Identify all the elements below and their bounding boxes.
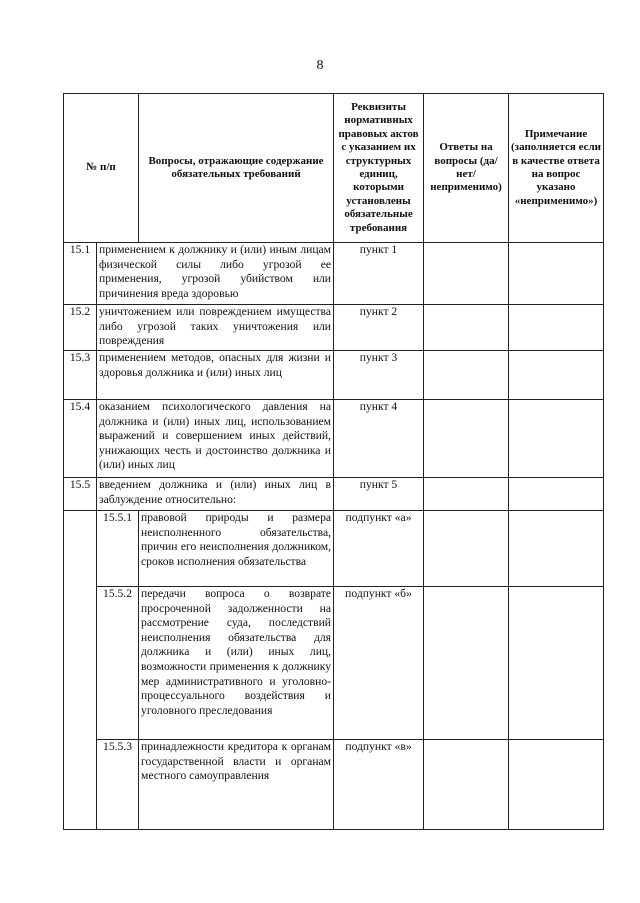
row-question: передачи вопроса о возврате просроченной задолженности на рассмотрение суда, последствий неисполнения обязательства для должника и (или) иных лиц, возможности применения к должнику мер административного и уголовно-процессуального воздействия и уголовного преследования (139, 587, 334, 740)
table-row (64, 243, 604, 305)
table-row (64, 511, 604, 587)
answer-cell[interactable] (424, 351, 509, 400)
note-cell[interactable] (509, 478, 604, 511)
header-num: № п/п (64, 94, 139, 243)
table-row (64, 351, 604, 400)
row-number: 15.5 (64, 478, 97, 511)
indent-cell (64, 511, 97, 587)
row-requisite: подпункт «а» (334, 511, 424, 587)
indent-cell (64, 740, 97, 830)
row-requisite: подпункт «б» (334, 587, 424, 740)
row-number: 15.5.2 (97, 587, 139, 740)
row-number: 15.5.3 (97, 740, 139, 830)
row-number: 15.5.1 (97, 511, 139, 587)
row-question: уничтожением или повреждением имущества либо угрозой таких уничтожения или повреждения (97, 305, 334, 351)
row-number: 15.4 (64, 400, 97, 478)
note-cell[interactable] (509, 351, 604, 400)
row-number: 15.1 (64, 243, 97, 305)
row-question: применением методов, опасных для жизни и здоровья должника и (или) иных лиц (97, 351, 334, 400)
row-requisite: пункт 5 (334, 478, 424, 511)
note-cell[interactable] (509, 305, 604, 351)
answer-cell[interactable] (424, 478, 509, 511)
row-number: 15.3 (64, 351, 97, 400)
row-number: 15.2 (64, 305, 97, 351)
requirements-table (63, 93, 604, 830)
answer-cell[interactable] (424, 740, 509, 830)
row-requisite: пункт 1 (334, 243, 424, 305)
table-row (64, 305, 604, 351)
header-note: Примечание (заполняется если в качестве ответа на вопрос указано «неприменимо») (509, 94, 604, 243)
row-question: введением должника и (или) иных лиц в заблуждение относительно: (97, 478, 334, 511)
row-question: применением к должнику и (или) иным лицам физической силы либо угрозой ее применения, угрозой убийством или причинения вреда здоровью (97, 243, 334, 305)
note-cell[interactable] (509, 511, 604, 587)
header-answers: Ответы на вопросы (да/нет/ неприменимо) (424, 94, 509, 243)
note-cell[interactable] (509, 740, 604, 830)
row-question: правовой природы и размера неисполненного обязательства, причин его неисполнения должником, сроков исполнения обязательства (139, 511, 334, 587)
page-number: 8 (316, 58, 324, 73)
answer-cell[interactable] (424, 587, 509, 740)
table-row (64, 400, 604, 478)
answer-cell[interactable] (424, 511, 509, 587)
answer-cell[interactable] (424, 305, 509, 351)
row-question: оказанием психологического давления на должника и (или) иных лиц, использованием выражений и совершением иных действий, унижающих честь и достоинство должника и (или) иных лиц (97, 400, 334, 478)
row-requisite: пункт 3 (334, 351, 424, 400)
row-requisite: пункт 4 (334, 400, 424, 478)
header-requisites: Реквизиты нормативных правовых актов с указанием их структурных единиц, которыми установлены обязательные требования (334, 94, 424, 243)
header-questions: Вопросы, отражающие содержание обязательных требований (139, 94, 334, 243)
answer-cell[interactable] (424, 243, 509, 305)
note-cell[interactable] (509, 400, 604, 478)
answer-cell[interactable] (424, 400, 509, 478)
table-row (64, 587, 604, 740)
row-question: принадлежности кредитора к органам государственной власти и органам местного самоуправления (139, 740, 334, 830)
table-row (64, 478, 604, 511)
row-requisite: пункт 2 (334, 305, 424, 351)
note-cell[interactable] (509, 587, 604, 740)
row-requisite: подпункт «в» (334, 740, 424, 830)
table-row (64, 740, 604, 830)
note-cell[interactable] (509, 243, 604, 305)
indent-cell (64, 587, 97, 740)
